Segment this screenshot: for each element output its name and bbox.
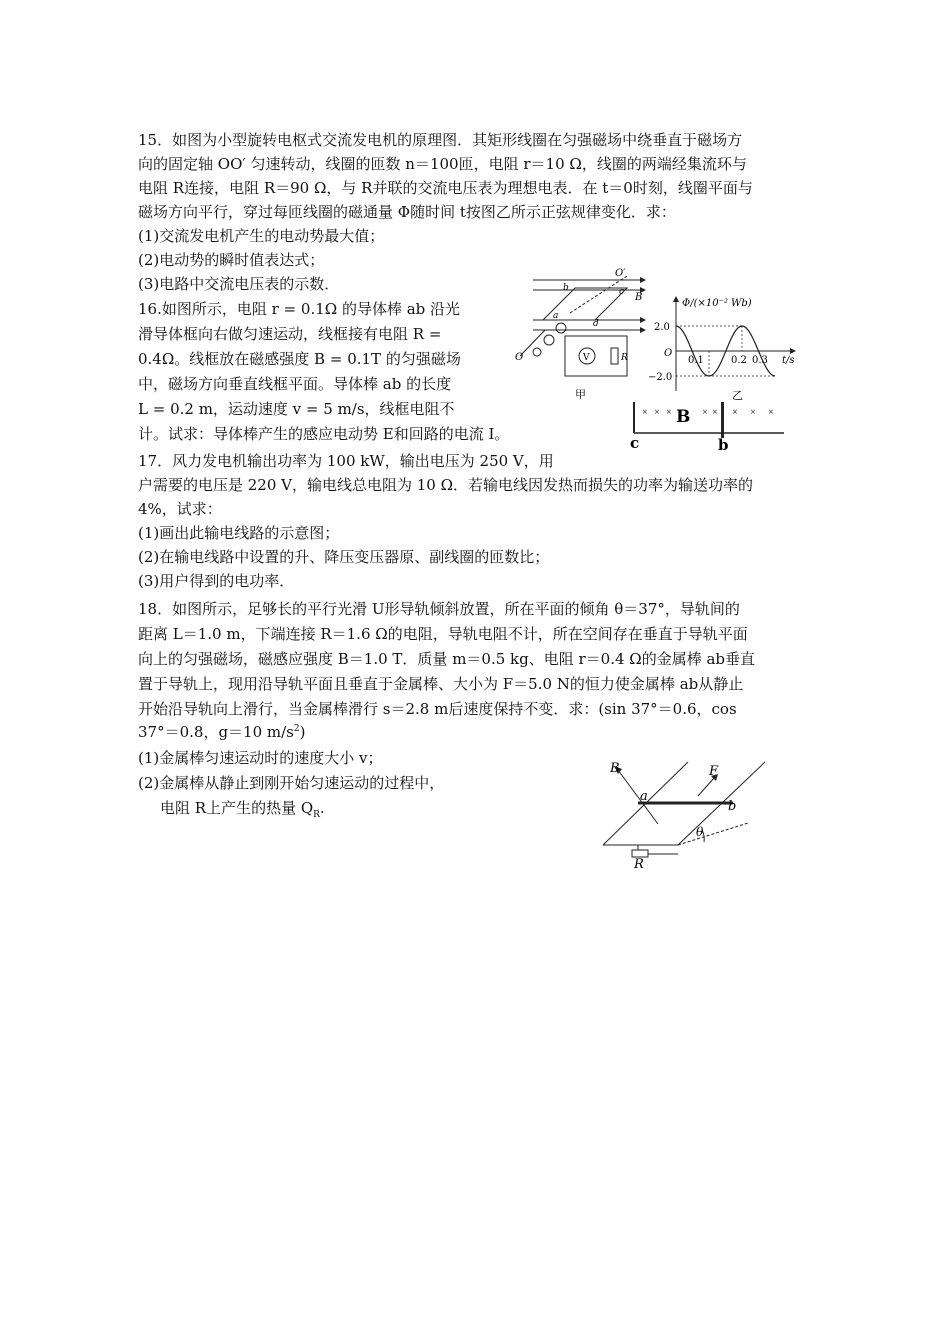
yi-tick-pos: 2.0 [654,322,670,333]
q17-line-2: 户需要的电压是 220 V，输电线总电阻为 10 Ω．若输电线因发热而损失的功率为输送功率的 [138,476,754,494]
svg-text:×: × [654,408,660,416]
yi-xtick-2: 0.2 [731,355,747,366]
q18-label-b-field: B [610,761,620,776]
q16-label-b: b [718,436,729,454]
figure-yi-flux-graph [648,296,798,406]
jia-label-b: b [563,283,569,293]
q17-line-3: 4%，试求： [138,500,222,518]
q18-line-6: 37°＝0.8，g＝10 $m/s^2$) [138,723,306,741]
q16-line-6: 计。试求：导体棒产生的感应电动势 E和回路的电流 I。 [138,425,510,443]
jia-label-o: O [515,352,524,363]
q16-line-2: 滑导体框向右做匀速运动，线框接有电阻 R = [138,325,442,343]
svg-text:×: × [666,408,672,416]
q18-label-b: b [728,799,737,814]
q16-line-4: 中，磁场方向垂直线框平面。导体棒 ab 的长度 [138,375,452,393]
q16-label-b-field: B [676,407,691,427]
q15-part-1: (1)交流发电机产生的电动势最大值； [138,227,385,245]
yi-tick-neg: −2.0 [648,372,673,383]
svg-text:×: × [712,408,718,416]
yi-origin: O [664,348,673,359]
svg-text:×: × [702,408,708,416]
svg-text:×: × [732,408,738,416]
svg-text:×: × [768,408,774,416]
q16-label-c: c [630,434,640,452]
q17-part-3: (3)用户得到的电功率． [138,572,295,590]
jia-resistor-label: R [621,353,628,363]
svg-text:×: × [750,408,756,416]
jia-label-c: c [619,287,625,297]
q17-part-2: (2)在输电线路中设置的升、降压变压器原、副线圈的匝数比； [138,548,550,566]
q16-line-5: L = 0.2 m，运动速度 v = 5 m/s，线框电阻不 [138,400,455,418]
q18-label-theta: θ [696,825,704,839]
q15-line-2: 向的固定轴 OO′ 匀速转动，线圈的匝数 n＝100匝，电阻 r＝10 Ω，线圈的两端经集流环与 [138,155,747,173]
q18-label-r: R [634,857,644,872]
jia-label-a: a [553,311,559,321]
q15-part-3: (3)电路中交流电压表的示数． [138,275,340,293]
q18-label-f: F [709,764,719,779]
q18-part-3: 电阻 R上产生的热量 $Q_R$. [160,799,325,820]
figure-q16-field [628,398,788,454]
jia-label-d: d [593,319,599,329]
jia-label-o-prime: O′ [615,268,626,279]
yi-xtick-1: 0.1 [688,355,704,366]
q17-line-1: 17．风力发电机输出功率为 100 kW，输出电压为 250 V，用 [138,452,554,470]
q15-line-1: 15．如图为小型旋转电枢式交流发电机的原理图．其矩形线圈在匀强磁场中绕垂直于磁场方 [138,131,743,149]
q15-line-3: 电阻 R连接，电阻 R＝90 Ω，与 R并联的交流电压表为理想电表．在 t＝0时刻，线圈平面与 [138,179,753,197]
voltmeter-label: V [583,353,590,363]
yi-caption: 乙 [732,389,743,402]
svg-text:×: × [642,408,648,416]
q16-line-3: 0.4Ω。线框放在磁感强度 B = 0.1T 的匀强磁场 [138,350,461,368]
q17-part-1: (1)画出此输电线路的示意图； [138,524,340,542]
figure-jia-generator [515,268,645,401]
q15-line-4: 磁场方向平行，穿过每匝线圈的磁通量 Φ随时间 t按图乙所示正弦规律变化．求： [138,203,676,221]
q18-part-2: (2)金属棒从静止到刚开始匀速运动的过程中， [138,774,445,792]
jia-label-b-field: B [635,292,643,303]
q18-line-4: 置于导轨上，现用沿导轨平面且垂直于金属棒、大小为 F＝5.0 N的恒力使金属棒 ab从静止 [138,675,744,693]
yi-y-label: Φ/(×10⁻² Wb) [682,298,752,309]
q18-line-2: 距离 L＝1.0 m，下端连接 R＝1.6 Ω的电阻，导轨电阻不计，所在空间存在垂直于导轨平面 [138,625,748,643]
jia-caption: 甲 [575,388,586,401]
q18-part-1: (1)金属棒匀速运动时的速度大小 v； [138,749,383,767]
yi-xtick-3: 0.3 [752,355,768,366]
q18-label-a: a [640,789,648,804]
q18-line-1: 18．如图所示，足够长的平行光滑 U形导轨倾斜放置，所在平面的倾角 θ＝37°，导轨间的 [138,600,740,618]
q18-line-5: 开始沿导轨向上滑行，当金属棒滑行 s＝2.8 m后速度保持不变．求：(sin 37°＝0.6，cos [138,700,737,718]
yi-x-label: t/s [782,355,795,366]
figure-q18-rails [598,760,778,870]
q18-line-3: 向上的匀强磁场，磁感应强度 B＝1.0 T．质量 m＝0.5 kg、电阻 r＝0.4 Ω的金属棒 ab垂直 [138,650,756,668]
q16-line-1: 16.如图所示，电阻 r = 0.1Ω 的导体棒 ab 沿光 [138,300,461,318]
q15-part-2: (2)电动势的瞬时值表达式； [138,251,325,269]
